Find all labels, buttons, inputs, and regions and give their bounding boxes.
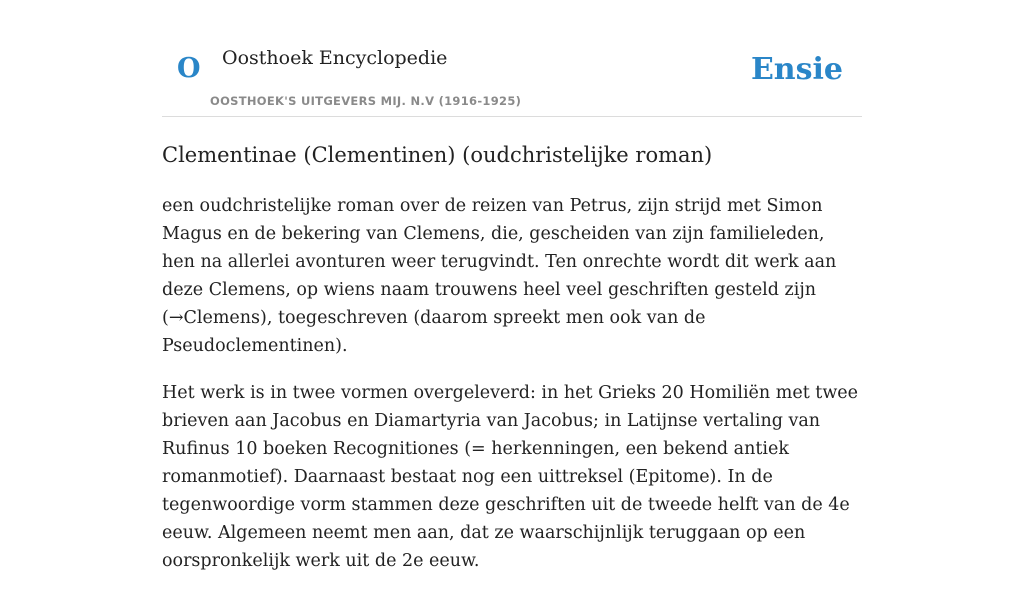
paragraph-2: Het werk is in twee vormen overgeleverd: in het Grieks 20 Homiliën met twee brieven aan Jacobus en Diamartyria van Jacobus; in Latijnse vertaling van Rufinus 10 boeken Recognitiones (= herkenningen, een bekend antiek romanmotief). Daarnaast bestaat nog een uittreksel (Epitome). In de tegenwoordige vorm stammen deze geschriften uit de tweede helft van de 4e eeuw. Algemeen neemt men aan, dat ze waarschijnlijk teruggaan op een oorspronkelijk werk uit de 2e eeuw. [162, 383, 859, 571]
logo-letter[interactable]: O [177, 53, 201, 84]
paragraph-1-text-before: een oudchristelijke roman over de reizen van Petrus, zijn strijd met Simon Magus en de bekering van Clemens, die, gescheiden van zijn familieleden, hen na allerlei avonturen weer terugvindt. Ten onrechte wordt dit werk aan deze Clemens, op wiens naam trouwens heel veel geschriften gesteld zijn ( [162, 196, 837, 328]
brand-logo-link[interactable]: Ensie [750, 52, 843, 87]
site-title[interactable]: Oosthoek Encyclopedie [222, 47, 448, 69]
clemens-crossref-link[interactable]: →Clemens [168, 308, 261, 328]
paragraph-1 [162, 192, 862, 360]
article-title: Clementinae (Clementinen) (oudchristelijke roman) [162, 143, 713, 167]
paragraph-1-text-after: ), toegeschreven (daarom spreekt men ook van de Pseudoclementinen). [162, 308, 706, 356]
page-container [162, 0, 862, 571]
publisher-label: OOSTHOEK'S UITGEVERS MIJ. N.V (1916-1925) [210, 94, 522, 108]
article-body [162, 192, 862, 594]
site-header [162, 0, 862, 117]
